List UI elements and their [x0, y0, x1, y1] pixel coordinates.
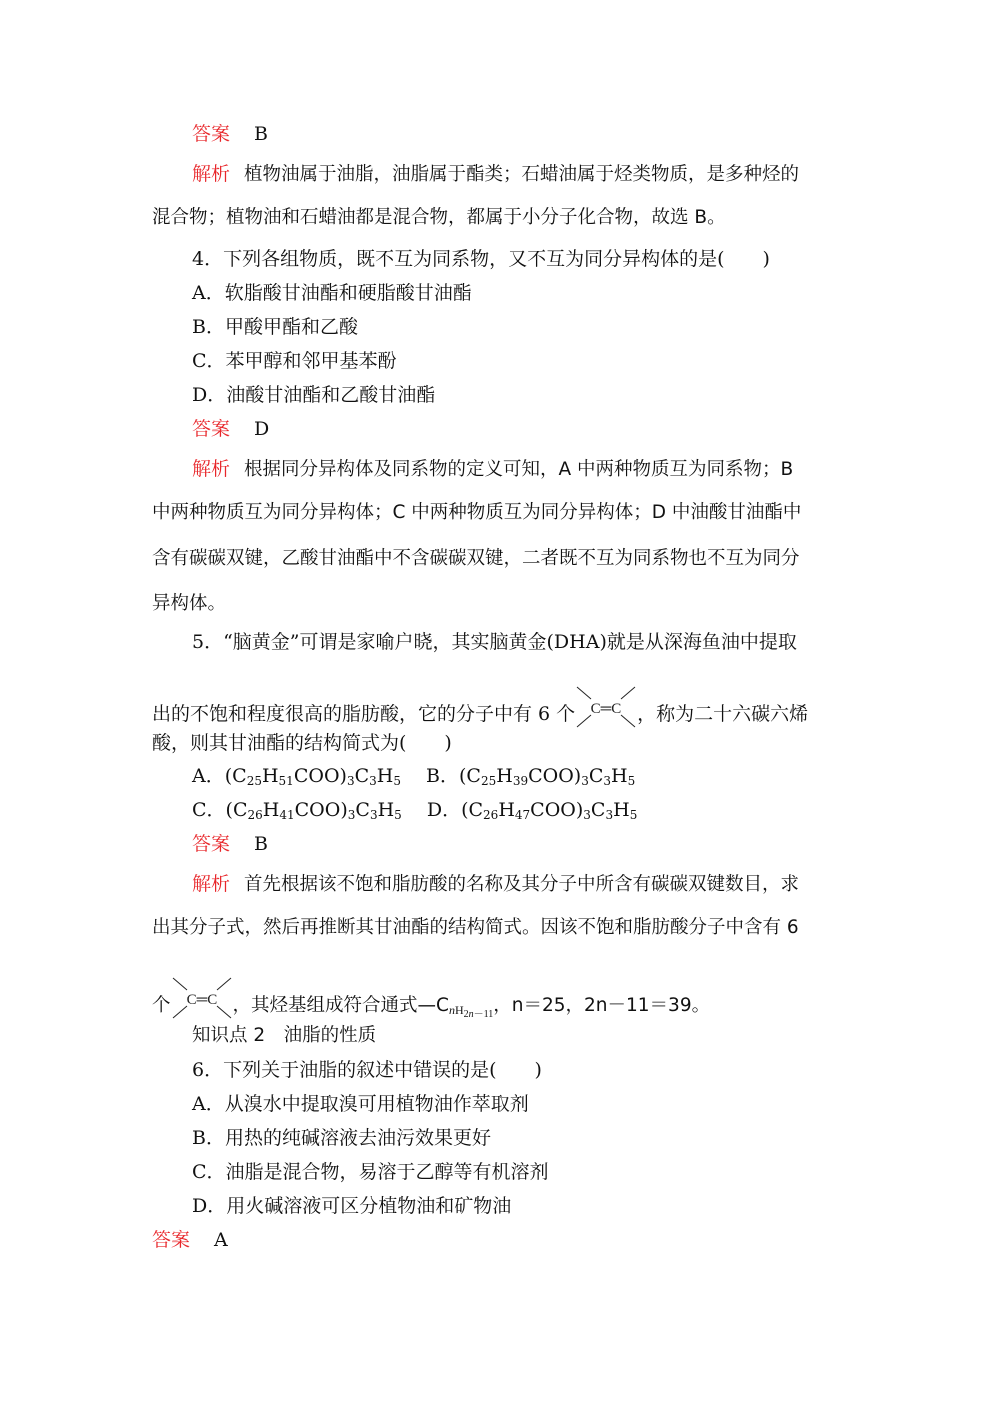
q3-analysis-line-2: 混合物；植物油和石蜡油都是混合物，都属于小分子化合物，故选 B。	[152, 207, 726, 228]
q6-option-c: C．油脂是混合物，易溶于乙醇等有机溶剂	[192, 1161, 549, 1183]
section-title: 知识点 2 油脂的性质	[192, 1025, 377, 1046]
q5-analysis-line-3: 个 C═C ，其烃基组成符合通式$—C_{nH_{2n-11}}$，n＝25，2n－11＝39。	[152, 984, 710, 1028]
answer-value: A	[214, 1229, 228, 1251]
q3-analysis-line-1: 解析 植物油属于油脂，油脂属于酯类；石蜡油属于烃类物质，是多种烃的	[192, 163, 800, 185]
q4-option-b: B．甲酸甲酯和乙酸	[192, 316, 358, 338]
answer-label: 答案	[192, 833, 231, 855]
q5-stem-line-1: 5．“脑黄金”可谓是家喻户晓，其实脑黄金(DHA)就是从深海鱼油中提取	[192, 631, 797, 653]
q4-answer-line	[192, 416, 269, 442]
q5-options-cd: C．$(C_{26}H_{41}COO)_3C_3H_5$ D．$(C_{26}H_{47}COO)_3C_3H_5$	[192, 799, 638, 822]
q4-option-a: A．软脂酸甘油酯和硬脂酸甘油酯	[192, 282, 472, 304]
q5-analysis-line-2: 出其分子式，然后再推断其甘油酯的结构简式。因该不饱和脂肪酸分子中含有 6	[152, 917, 799, 938]
answer-value: B	[254, 123, 268, 145]
q3-answer-line	[192, 121, 268, 147]
q5-analysis-line-1: 解析 首先根据该不饱和脂肪酸的名称及其分子中所含有碳碳双键数目，求	[192, 873, 800, 895]
double-bond-structure	[171, 976, 233, 1020]
answer-value: D	[254, 418, 270, 440]
q4-analysis-line-4: 异构体。	[152, 593, 227, 614]
q5-stem-line-3: 酸，则其甘油酯的结构简式为( )	[152, 732, 452, 754]
q4-analysis-line-1: 解析 根据同分异构体及同系物的定义可知，A 中两种物质互为同系物；B	[192, 458, 794, 480]
q5-answer-line	[192, 831, 268, 857]
q4-stem: 4．下列各组物质，既不互为同系物，又不互为同分异构体的是( )	[192, 248, 770, 270]
analysis-label: 解析	[192, 163, 231, 185]
double-bond-structure	[575, 685, 637, 729]
q5-options-ab: A．$(C_{25}H_{51}COO)_3C_3H_5$ B．$(C_{25}H_{39}COO)_3C_3H_5$	[192, 765, 636, 788]
q5-stem-line-2: 出的不饱和程度很高的脂肪酸，它的分子中有 6 个 C═C ，称为二十六碳六烯	[152, 693, 808, 737]
q4-analysis-line-3: 含有碳碳双键，乙酸甘油酯中不含碳碳双键，二者既不互为同系物也不互为同分	[152, 548, 800, 569]
q6-option-b: B．用热的纯碱溶液去油污效果更好	[192, 1127, 491, 1149]
q4-option-d: D．油酸甘油酯和乙酸甘油酯	[192, 384, 436, 406]
q6-option-a: A．从溴水中提取溴可用植物油作萃取剂	[192, 1093, 529, 1115]
q6-answer-line	[152, 1227, 228, 1253]
answer-label: 答案	[192, 123, 231, 145]
q4-option-c: C．苯甲醇和邻甲基苯酚	[192, 350, 397, 372]
answer-label: 答案	[152, 1229, 191, 1251]
answer-label: 答案	[192, 418, 231, 440]
analysis-label: 解析	[192, 458, 231, 480]
analysis-label: 解析	[192, 873, 231, 895]
answer-value: B	[254, 833, 268, 855]
double-bond-label: C═C	[186, 992, 217, 1008]
double-bond-label: C═C	[590, 701, 622, 717]
q6-option-d: D．用火碱溶液可区分植物油和矿物油	[192, 1195, 512, 1217]
q6-stem: 6．下列关于油脂的叙述中错误的是( )	[192, 1059, 542, 1081]
q4-analysis-line-2: 中两种物质互为同分异构体；C 中两种物质互为同分异构体；D 中油酸甘油酯中	[152, 502, 802, 523]
